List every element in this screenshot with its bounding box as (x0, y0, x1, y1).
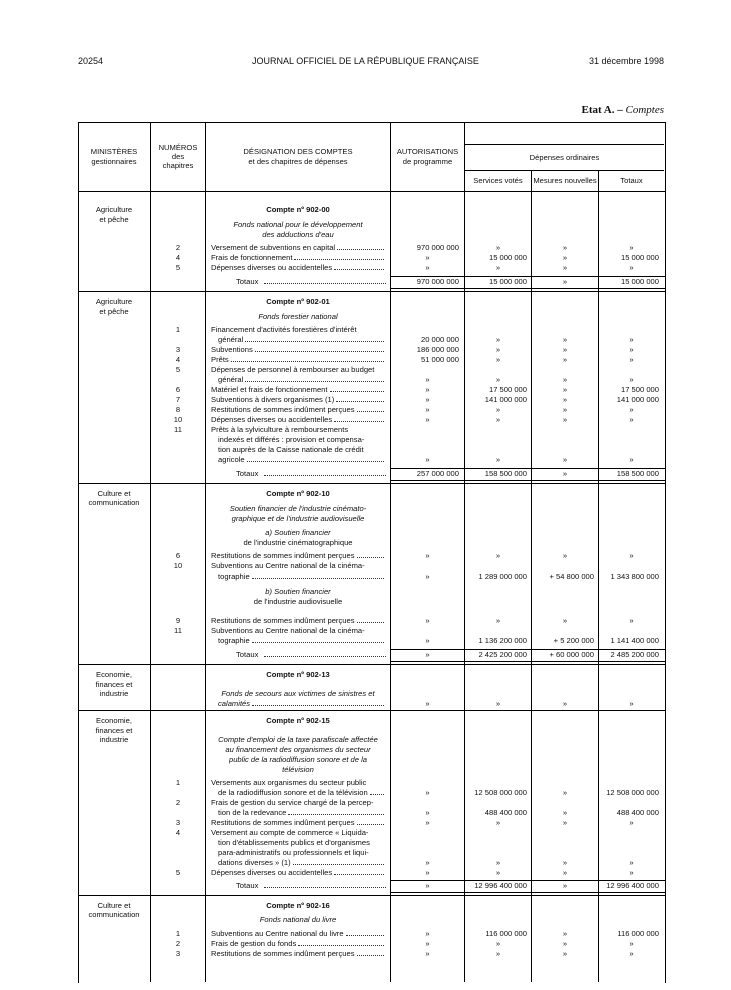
account-title: Compte nº 902-00 (266, 205, 330, 214)
amount-services-votes: 141 000 000 (484, 395, 527, 404)
col-header-totaux: Totaux (620, 176, 643, 185)
amount-totaux: » (629, 699, 634, 708)
amount-mesures-nouvelles: » (562, 455, 568, 464)
amount-autorisations: » (425, 263, 430, 272)
chapter-number: 6 (175, 551, 181, 560)
header-line: NUMÉROS (158, 143, 198, 152)
fund-title: Fonds de secours aux victimes de sinistres et (221, 689, 375, 698)
amount-services-votes: 1 136 200 000 (478, 636, 527, 645)
amount-mesures-nouvelles: » (562, 929, 568, 938)
totals-label: Totaux (236, 650, 259, 659)
ministry-label: industrie (99, 735, 129, 744)
amount-services-votes: 158 500 000 (484, 469, 527, 478)
leader-dots (288, 814, 384, 815)
header-rule (78, 191, 665, 192)
ministry-label: Economie, (96, 716, 132, 725)
chapter-number: 5 (175, 365, 181, 374)
leader-dots (357, 557, 384, 558)
header-line: DÉSIGNATION DES COMPTES (243, 147, 353, 156)
account-title: Compte nº 902-10 (266, 489, 330, 498)
col-header-depenses: Dépenses ordinaires (529, 153, 600, 162)
chapter-label: Restitutions de sommes indûment perçues (211, 616, 355, 625)
amount-autorisations: 186 000 000 (416, 345, 459, 354)
amount-totaux: 15 000 000 (620, 253, 659, 262)
amount-services-votes: 15 000 000 (488, 253, 527, 262)
leader-dots (334, 269, 384, 270)
chapter-number: 3 (175, 949, 181, 958)
fund-title: des adductions d'eau (262, 230, 334, 239)
total-rule (390, 892, 665, 893)
section-separator (78, 664, 665, 665)
leader-dots (357, 411, 384, 412)
leader-dots (357, 824, 384, 825)
chapter-number: 10 (173, 415, 183, 424)
amount-autorisations: » (425, 868, 430, 877)
ministry-label: et pêche (99, 215, 129, 224)
chapter-label: Prêts (211, 355, 229, 364)
total-rule (390, 880, 665, 881)
chapter-label: Dépenses de personnel à rembourser au budget (211, 365, 375, 374)
leader-dots (294, 259, 384, 260)
totals-label: Totaux (236, 277, 259, 286)
header-line: chapitres (162, 161, 194, 170)
col-header-mesures: Mesures nouvelles (533, 176, 597, 185)
amount-services-votes: » (495, 949, 501, 958)
amount-totaux: 17 500 000 (620, 385, 659, 394)
chapter-label: Restitutions de sommes indûment perçues (211, 949, 355, 958)
leader-dots (252, 705, 384, 706)
amount-totaux: 488 400 000 (616, 808, 659, 817)
chapter-label: Versements aux organismes du secteur public (211, 778, 367, 787)
chapter-label: tion de la redevance (218, 808, 287, 817)
amount-services-votes: » (495, 858, 501, 867)
amount-autorisations: » (425, 929, 430, 938)
chapter-number: 11 (174, 425, 182, 434)
amount-totaux: » (629, 455, 634, 464)
chapter-label: calamités (218, 699, 251, 708)
amount-services-votes: 12 996 400 000 (474, 881, 527, 890)
chapter-number: 11 (174, 626, 182, 635)
amount-services-votes: » (495, 415, 501, 424)
chapter-number: 6 (175, 385, 181, 394)
amount-mesures-nouvelles: » (562, 858, 568, 867)
chapter-number: 1 (175, 778, 181, 787)
amount-autorisations: » (425, 572, 430, 581)
amount-totaux: » (629, 551, 634, 560)
amount-services-votes: » (495, 699, 501, 708)
section-separator (78, 291, 665, 292)
fund-title: télévision (282, 765, 314, 774)
leader-dots (336, 401, 384, 402)
fund-title: Compte d'emploi de la taxe parafiscale affectée (218, 735, 378, 744)
amount-totaux: 15 000 000 (620, 277, 659, 286)
amount-autorisations: » (425, 616, 430, 625)
amount-services-votes: 2 425 200 000 (478, 650, 527, 659)
total-rule (390, 480, 665, 481)
section-separator (78, 483, 665, 484)
amount-autorisations: » (425, 385, 430, 394)
amount-mesures-nouvelles: » (562, 253, 568, 262)
amount-mesures-nouvelles: » (562, 808, 568, 817)
chapter-number: 3 (175, 345, 181, 354)
amount-autorisations: » (425, 455, 430, 464)
amount-autorisations: » (425, 650, 430, 659)
amount-totaux: » (629, 858, 634, 867)
amount-mesures-nouvelles: » (562, 551, 568, 560)
journal-title: JOURNAL OFFICIEL DE LA RÉPUBLIQUE FRANÇAISE (252, 56, 479, 66)
amount-totaux: » (629, 335, 634, 344)
amount-autorisations: » (425, 415, 430, 424)
leader-dots (264, 887, 386, 888)
amount-totaux: » (629, 355, 634, 364)
amount-services-votes: » (495, 939, 501, 948)
state-title (582, 104, 665, 116)
leader-dots (298, 945, 384, 946)
chapter-label: général (218, 335, 244, 344)
amount-totaux: » (629, 405, 634, 414)
chapter-number: 5 (175, 868, 181, 877)
amount-mesures-nouvelles: » (562, 375, 568, 384)
col-header-services: Services votés (473, 176, 523, 185)
leader-dots (334, 421, 384, 422)
leader-dots (264, 283, 386, 284)
amount-services-votes: » (495, 345, 501, 354)
chapter-label: général (218, 375, 244, 384)
amount-autorisations: » (425, 551, 430, 560)
leader-dots (255, 351, 384, 352)
ministry-label: Culture et (97, 901, 131, 910)
chapter-number: 2 (175, 939, 181, 948)
total-rule (390, 661, 665, 662)
amount-services-votes: » (495, 243, 501, 252)
chapter-label: Restitutions de sommes indûment perçues (211, 551, 355, 560)
chapter-label: indexés et différés : provision et compensa- (218, 435, 365, 444)
amount-autorisations: » (425, 881, 430, 890)
page-number: 20254 (78, 56, 104, 66)
leader-dots (247, 461, 384, 462)
chapter-label: Versement de subventions en capital (211, 243, 336, 252)
subsection-title: b) Soutien financier (265, 587, 331, 596)
amount-mesures-nouvelles: » (562, 818, 568, 827)
header-line: et des chapitres de dépenses (248, 157, 348, 166)
fund-title: graphique et de l'industrie audiovisuelle (231, 514, 365, 523)
account-title: Compte nº 902-01 (266, 297, 330, 306)
issue-date: 31 décembre 1998 (588, 56, 664, 66)
chapter-number: 8 (175, 405, 181, 414)
subsection-title: de l'industrie cinématographique (243, 538, 353, 547)
leader-dots (264, 656, 386, 657)
chapter-label: Prêts à la sylviculture à remboursements (211, 425, 349, 434)
amount-totaux: » (629, 415, 634, 424)
chapter-label: agricole (218, 455, 245, 464)
amount-autorisations: 257 000 000 (416, 469, 459, 478)
amount-autorisations: » (425, 858, 430, 867)
amount-mesures-nouvelles: » (562, 949, 568, 958)
chapter-label: tographie (218, 572, 250, 581)
chapter-number: 4 (175, 355, 181, 364)
leader-dots (252, 642, 384, 643)
chapter-label: Versement au compte de commerce « Liquida- (211, 828, 369, 837)
amount-autorisations: » (425, 939, 430, 948)
chapter-label: Subventions au Centre national de la cinéma- (211, 626, 365, 635)
leader-dots (245, 341, 384, 342)
col-header-ministeres (80, 147, 148, 167)
amount-autorisations: » (425, 405, 430, 414)
chapter-number: 1 (175, 325, 181, 334)
fund-title: public de la radiodiffusion sonore et de la (228, 755, 368, 764)
amount-mesures-nouvelles: » (562, 469, 568, 478)
amount-mesures-nouvelles: » (562, 699, 568, 708)
state-label: Comptes (625, 104, 664, 116)
amount-autorisations: 970 000 000 (416, 277, 459, 286)
amount-autorisations: » (425, 636, 430, 645)
chapter-label: Subventions au Centre national de la cinéma- (211, 561, 365, 570)
leader-dots (264, 475, 386, 476)
chapter-label: para-administratifs ou professionnels et liqui- (218, 848, 369, 857)
totals-label: Totaux (236, 881, 259, 890)
fund-title: Fonds national du livre (259, 915, 337, 924)
amount-totaux: 116 000 000 (617, 929, 659, 938)
amount-mesures-nouvelles: » (562, 385, 568, 394)
chapter-label: Dépenses diverses ou accidentelles (211, 415, 333, 424)
total-rule (390, 468, 665, 469)
account-title: Compte nº 902-15 (266, 716, 330, 725)
col-header-designation (206, 147, 390, 167)
amount-mesures-nouvelles: » (562, 616, 568, 625)
ministry-label: industrie (99, 689, 129, 698)
chapter-label: Financement d'activités forestières d'intérêt (211, 325, 357, 334)
section-separator (78, 710, 665, 711)
leader-dots (330, 391, 385, 392)
leader-dots (337, 249, 384, 250)
chapter-number: 2 (175, 243, 181, 252)
chapter-number: 1 (175, 929, 181, 938)
chapter-label: Restitutions de sommes indûment perçues (211, 405, 355, 414)
amount-services-votes: 488 400 000 (484, 808, 527, 817)
col-divider (205, 122, 206, 982)
leader-dots (334, 874, 384, 875)
amount-autorisations: » (425, 253, 430, 262)
amount-mesures-nouvelles: » (562, 395, 568, 404)
leader-dots (245, 381, 384, 382)
total-rule (390, 276, 665, 277)
amount-services-votes: » (495, 868, 501, 877)
chapter-label: Dépenses diverses ou accidentelles (211, 263, 333, 272)
leader-dots (293, 864, 384, 865)
amount-autorisations: » (425, 375, 430, 384)
amount-totaux: 158 500 000 (616, 469, 659, 478)
amount-totaux: 141 000 000 (616, 395, 659, 404)
ministry-label: Economie, (96, 670, 132, 679)
chapter-label: Subventions au Centre national du livre (211, 929, 344, 938)
amount-services-votes: » (495, 405, 501, 414)
chapter-label: Dépenses diverses ou accidentelles (211, 868, 333, 877)
amount-totaux: » (629, 263, 634, 272)
chapter-number: 4 (175, 828, 181, 837)
leader-dots (357, 955, 384, 956)
amount-totaux: » (629, 868, 634, 877)
amount-mesures-nouvelles: » (562, 277, 568, 286)
state-prefix: Etat A. – (581, 104, 623, 116)
amount-services-votes: 12 508 000 000 (474, 788, 527, 797)
amount-mesures-nouvelles: + 5 200 000 (553, 636, 594, 645)
amount-totaux: » (629, 939, 634, 948)
amount-autorisations: 970 000 000 (416, 243, 459, 252)
chapter-number: 5 (175, 263, 181, 272)
amount-mesures-nouvelles: » (562, 881, 568, 890)
amount-services-votes: 1 289 000 000 (478, 572, 527, 581)
header-line: des (171, 152, 185, 161)
header-line: MINISTÈRES (90, 147, 138, 156)
amount-services-votes: » (495, 551, 501, 560)
ministry-label: Culture et (97, 489, 131, 498)
header-line: AUTORISATIONS (396, 147, 459, 156)
amount-totaux: 12 508 000 000 (606, 788, 659, 797)
leader-dots (346, 935, 384, 936)
leader-dots (231, 361, 384, 362)
amount-mesures-nouvelles: » (562, 415, 568, 424)
totals-label: Totaux (236, 469, 259, 478)
chapter-label: dations diverses » (1) (218, 858, 291, 867)
ministry-label: finances et (95, 726, 133, 735)
ministry-label: finances et (95, 680, 133, 689)
ministry-label: Agriculture (95, 297, 133, 306)
ministry-label: Agriculture (95, 205, 133, 214)
leader-dots (370, 794, 384, 795)
amount-services-votes: » (495, 818, 501, 827)
subsection-title: a) Soutien financier (265, 528, 331, 537)
header-line: de programme (402, 157, 453, 166)
amount-totaux: » (629, 616, 634, 625)
chapter-label: tographie (218, 636, 250, 645)
chapter-label: Restitutions de sommes indûment perçues (211, 818, 355, 827)
col-header-autorisations (391, 147, 464, 167)
chapter-label: Frais de gestion du fonds (211, 939, 297, 948)
amount-services-votes: » (495, 375, 501, 384)
section-separator (78, 895, 665, 896)
amount-totaux: 1 343 800 000 (610, 572, 659, 581)
amount-mesures-nouvelles: » (562, 243, 568, 252)
amount-totaux: » (629, 243, 634, 252)
amount-mesures-nouvelles: + 54 800 000 (549, 572, 594, 581)
col-header-numeros (151, 143, 205, 170)
ministry-label: communication (88, 910, 140, 919)
amount-mesures-nouvelles: » (562, 345, 568, 354)
amount-services-votes: » (495, 263, 501, 272)
total-rule (390, 288, 665, 289)
amount-mesures-nouvelles: » (562, 263, 568, 272)
ministry-label: et pêche (99, 307, 129, 316)
amount-totaux: 12 996 400 000 (606, 881, 659, 890)
chapter-label: Frais de gestion du service chargé de la percep- (211, 798, 374, 807)
amount-services-votes: » (495, 455, 501, 464)
fund-title: au financement des organismes du secteur (225, 745, 371, 754)
header-line: gestionnaires (91, 157, 137, 166)
amount-services-votes: » (495, 616, 501, 625)
amount-autorisations: » (425, 818, 430, 827)
leader-dots (252, 578, 384, 579)
amount-totaux: » (629, 818, 634, 827)
amount-services-votes: 17 500 000 (488, 385, 527, 394)
amount-mesures-nouvelles: + 60 000 000 (549, 650, 594, 659)
leader-dots (357, 622, 384, 623)
chapter-label: Matériel et frais de fonctionnement (211, 385, 328, 394)
amount-mesures-nouvelles: » (562, 405, 568, 414)
chapter-number: 7 (175, 395, 181, 404)
chapter-label: de la radiodiffusion sonore et de la télévision (218, 788, 368, 797)
amount-autorisations: » (425, 699, 430, 708)
amount-totaux: 2 485 200 000 (610, 650, 659, 659)
amount-services-votes: 15 000 000 (488, 277, 527, 286)
amount-autorisations: 51 000 000 (420, 355, 459, 364)
amount-totaux: » (629, 949, 634, 958)
header-rule (464, 170, 664, 171)
amount-services-votes: » (495, 335, 501, 344)
amount-mesures-nouvelles: » (562, 939, 568, 948)
chapter-label: Subventions à divers organismes (1) (211, 395, 335, 404)
amount-autorisations: » (425, 788, 430, 797)
chapter-number: 3 (175, 818, 181, 827)
chapter-number: 4 (175, 253, 181, 262)
subsection-title: de l'industrie audiovisuelle (253, 597, 343, 606)
chapter-number: 10 (173, 561, 183, 570)
amount-totaux: 1 141 400 000 (610, 636, 659, 645)
chapter-label: tion d'établissements publics et d'organismes (218, 838, 370, 847)
amount-services-votes: 116 000 000 (485, 929, 527, 938)
amount-mesures-nouvelles: » (562, 335, 568, 344)
total-rule (390, 649, 665, 650)
amount-autorisations: 20 000 000 (420, 335, 459, 344)
amount-services-votes: » (495, 355, 501, 364)
amount-totaux: » (629, 375, 634, 384)
fund-title: Soutien financier de l'industrie cinémato- (229, 504, 367, 513)
account-title: Compte nº 902-13 (266, 670, 330, 679)
amount-autorisations: » (425, 395, 430, 404)
fund-title: Fonds national pour le développement (233, 220, 363, 229)
ministry-label: communication (88, 498, 140, 507)
amount-mesures-nouvelles: » (562, 788, 568, 797)
header-rule (464, 144, 664, 145)
chapter-label: Frais de fonctionnement (211, 253, 293, 262)
amount-autorisations: » (425, 808, 430, 817)
chapter-number: 9 (175, 616, 181, 625)
chapter-label: Subventions (211, 345, 253, 354)
chapter-label: tion auprès de la Caisse nationale de crédit (218, 445, 364, 454)
amount-autorisations: » (425, 949, 430, 958)
amount-mesures-nouvelles: » (562, 868, 568, 877)
fund-title: Fonds forestier national (258, 312, 338, 321)
amount-totaux: » (629, 345, 634, 354)
amount-mesures-nouvelles: » (562, 355, 568, 364)
chapter-number: 2 (175, 798, 181, 807)
account-title: Compte nº 902-16 (266, 901, 330, 910)
